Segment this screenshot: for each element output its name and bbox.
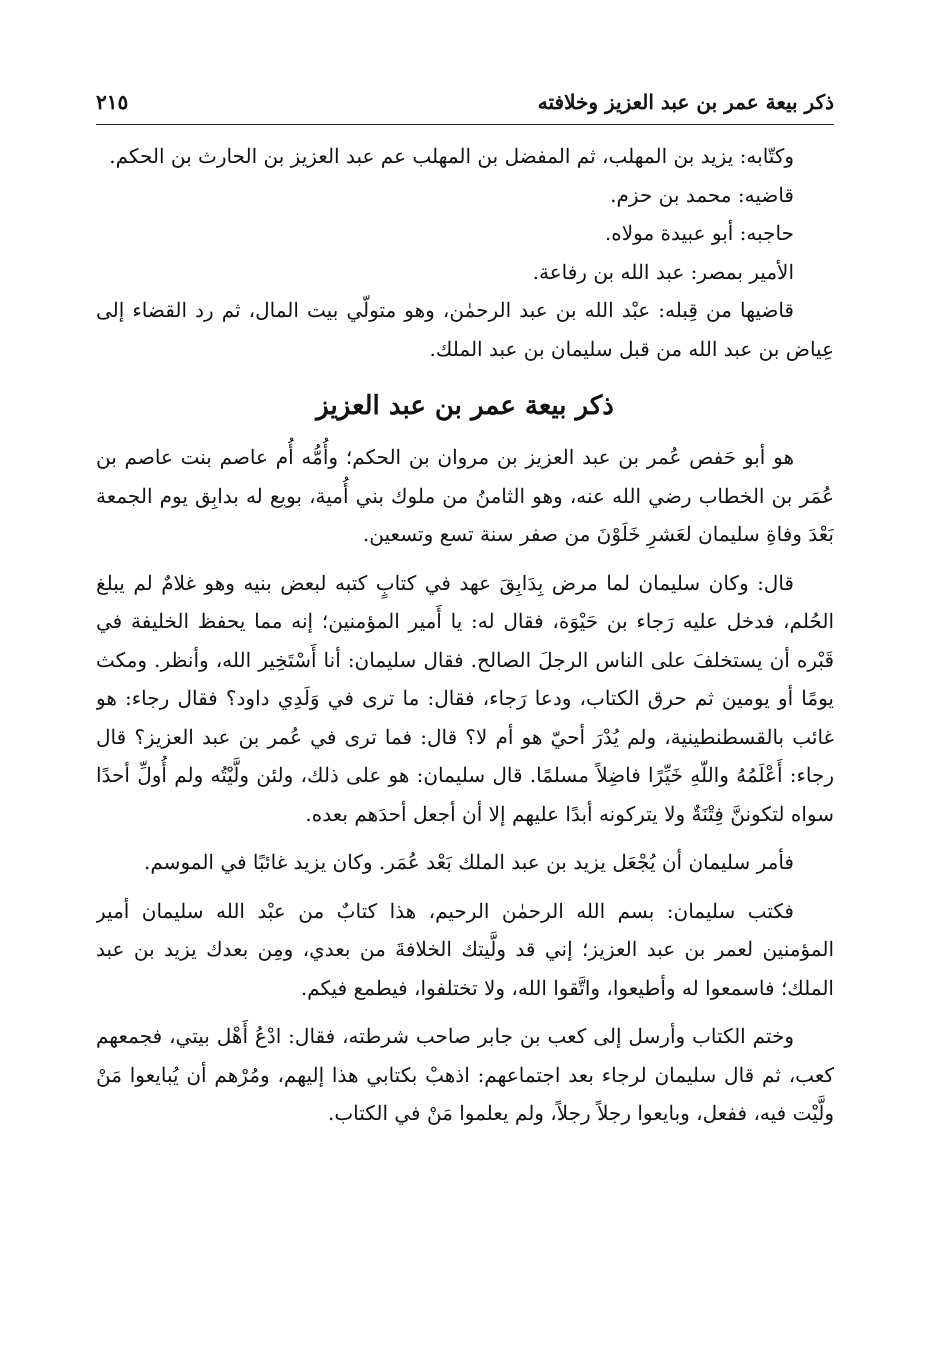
paragraph-chamberlain: حاجبه: أبو عبيدة مولاه. — [604, 221, 794, 245]
page-number: ٢١٥ — [96, 90, 129, 114]
paragraph-letter: فكتب سليمان: بسم الله الرحمٰن الرحيم، هذا كتابٌ من عبْد الله سليمان أمير المؤمنين لعمر بن عبد العزيز؛ إني قد ولَّيتك الخلافةَ من بعدي، ومِن بعدك يزيد بن عبد الملك؛ فاسمعوا له وأطيعوا، واتَّقوا الله، ولا تختلفوا، فيطمع فيكم. — [96, 898, 834, 1000]
paragraph-egypt-governor: الأمير بمصر: عبد الله بن رفاعة. — [532, 259, 794, 284]
section-heading: ذكر بيعة عمر بن عبد العزيز — [316, 391, 614, 421]
paragraph-seal-and-allegiance: وختم الكتاب وأرسل إلى كعب بن جابر صاحب شرطته، فقال: ادْعُ أَهْل بيتي، فجمعهم كعب، ثم قال سليمان لرجاء بعد اجتماعهم: اذهبْ بكتابي هذا إليهم، ومُرْهم أن يُبايعوا مَنْ ولَّيْت فيه، ففعل، وبايعوا رجلاً رجلاً، ولم يعلموا مَنْ في الكتاب. — [96, 1024, 834, 1125]
paragraph-yazid-order: فأمر سليمان أن يُجْعَل يزيد بن عبد الملك بَعْد عُمَر. وكان يزيد غائبًا في الموسم. — [144, 850, 794, 874]
paragraph-lineage: هو أبو حَفص عُمر بن عبد العزيز بن مروان بن الحكم؛ وأُمُّه أُم عاصم بنت عاصم بن عُمَر بن الخطاب رضي الله عنه، وهو الثامنُ من ملوك بني أُمية، بويع له بدابِق يوم الجمعة بَعْدَ وفاةِ سليمان لعَشرِ خَلَوْنَ من صفر سنة تسع وتسعين. — [96, 445, 834, 546]
running-title: ذكر بيعة عمر بن عبد العزيز وخلافته — [537, 90, 834, 114]
page-header — [96, 86, 834, 125]
book-page — [96, 86, 834, 1346]
paragraph-sulayman-illness: قال: وكان سليمان لما مرض بِدَابِقَ عهد في كتابٍ كتبه لبعض بنيه وهو غلامٌ لم يبلغ الحُلم، فدخل عليه رَجاء بن حَيْوَة، فقال له: يا أَمير المؤمنين؛ إنه مما يحفظ الخليفة في قَبْره أن يستخلفَ على الناس الرجلَ الصالح. فقال سليمان: أنا أَسْتَخِير الله، وأنظر. ومكث يومًا أو يومين ثم حرق الكتاب، ودعا رَجاء، فقال: ما ترى في وَلَدِي داود؟ فقال رجاء: هو غائب بالقسطنطينية، ولم يُدْرَ أحيّ هو أم لا؟ قال: فما ترى في عُمر بن عبد العزيز؟ قال رجاء: أَعْلَمُهُ واللّهِ خَيِّرًا فاضِلاً مسلمًا. قال سليمان: هو على ذلك، ولئن ولَّيْتُه ولم أُولِّ أحدًا سواه لتكوننَّ فِتْنَةٌ ولا يتركونه أبدًا عليهم إلا أن أجعل أحدَهم بعده. — [96, 570, 834, 826]
paragraph-egypt-judge: قاضيها من قِبله: عبْد الله بن عبد الرحمٰن، وهو متولّي بيت المال، ثم رد القضاء إلى عِياض بن عبد الله من قبل سليمان بن عبد الملك. — [96, 298, 834, 361]
page-content — [96, 137, 834, 1133]
paragraph-scribes: وكتّابه: يزيد بن المهلب، ثم المفضل بن المهلب عم عبد العزيز بن الحارث بن الحكم. — [109, 144, 794, 168]
paragraph-judge: قاضيه: محمد بن حزم. — [610, 182, 794, 207]
